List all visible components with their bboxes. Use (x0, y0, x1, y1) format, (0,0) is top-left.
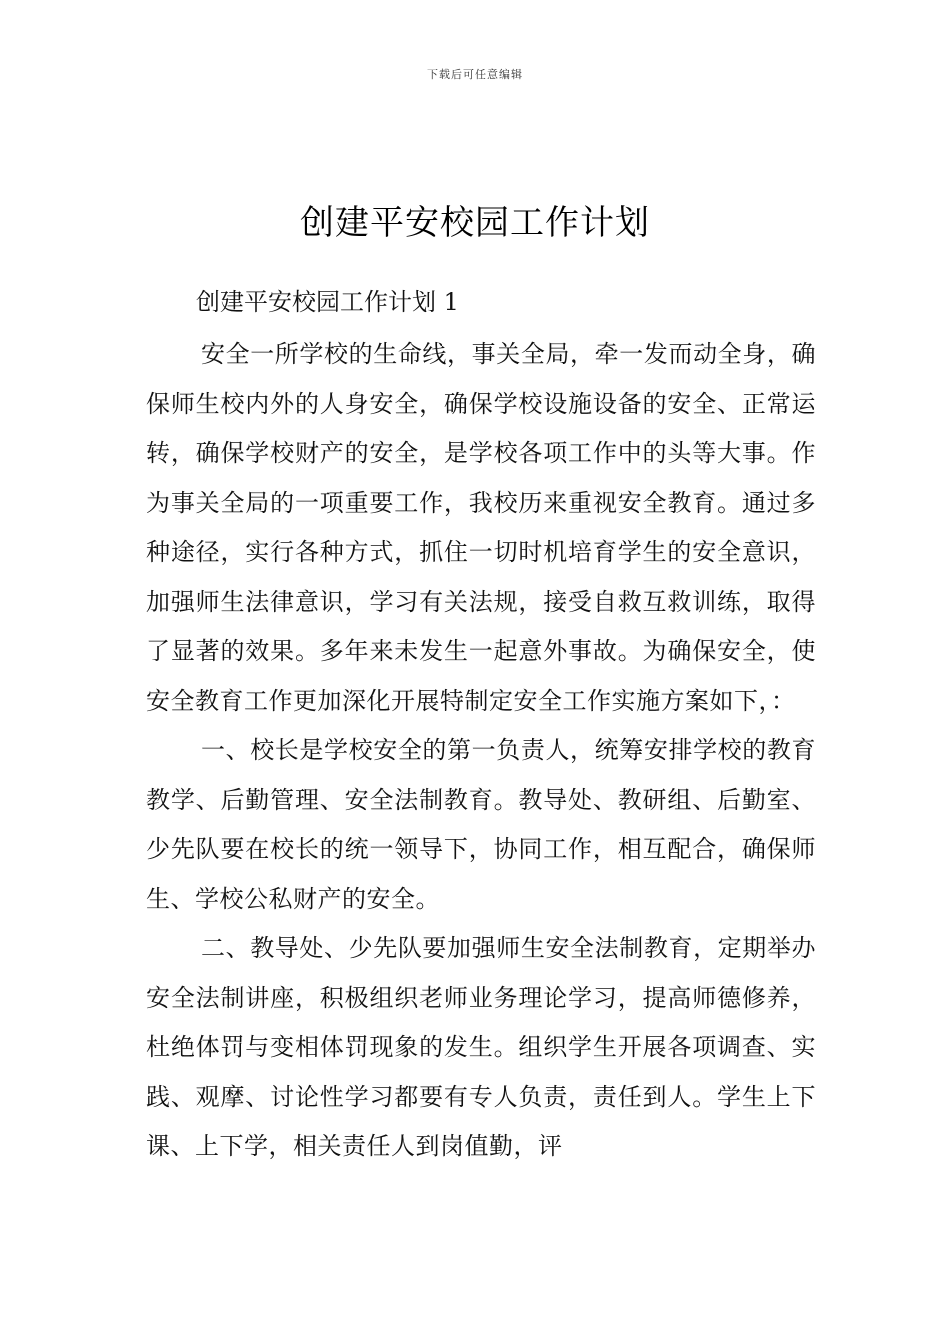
paragraph-item-one: 一、校长是学校安全的第一负责人，统筹安排学校的教育教学、后勤管理、安全法制教育。教导处、教研组、后勤室、少先队要在校长的统一领导下，协同工作，相互配合，确保师生、学校公私财产的安全。 (146, 736, 816, 913)
header-note: 下载后可任意编辑 (427, 68, 523, 81)
section-subtitle: 创建平安校园工作计划 1 (196, 288, 459, 316)
document-body (146, 330, 816, 1172)
document-title: 创建平安校园工作计划 (300, 202, 650, 243)
paragraph-item-two: 二、教导处、少先队要加强师生安全法制教育，定期举办安全法制讲座，积极组织老师业务理论学习，提高师德修养，杜绝体罚与变相体罚现象的发生。组织学生开展各项调查、实践、观摩、讨论性学习都要有专人负责，责任到人。学生上下课、上下学，相关责任人到岗值勤，评 (146, 934, 816, 1160)
paragraph-intro: 安全一所学校的生命线，事关全局，牵一发而动全身，确保师生校内外的人身安全，确保学校设施设备的安全、正常运转，确保学校财产的安全，是学校各项工作中的头等大事。作为事关全局的一项重要工作，我校历来重视安全教育。通过多种途径，实行各种方式，抓住一切时机培育学生的安全意识，加强师生法律意识，学习有关法规，接受自救互救训练，取得了显著的效果。多年来未发生一起意外事故。为确保安全，使安全教育工作更加深化开展特制定安全工作实施方案如下，： (146, 340, 816, 715)
